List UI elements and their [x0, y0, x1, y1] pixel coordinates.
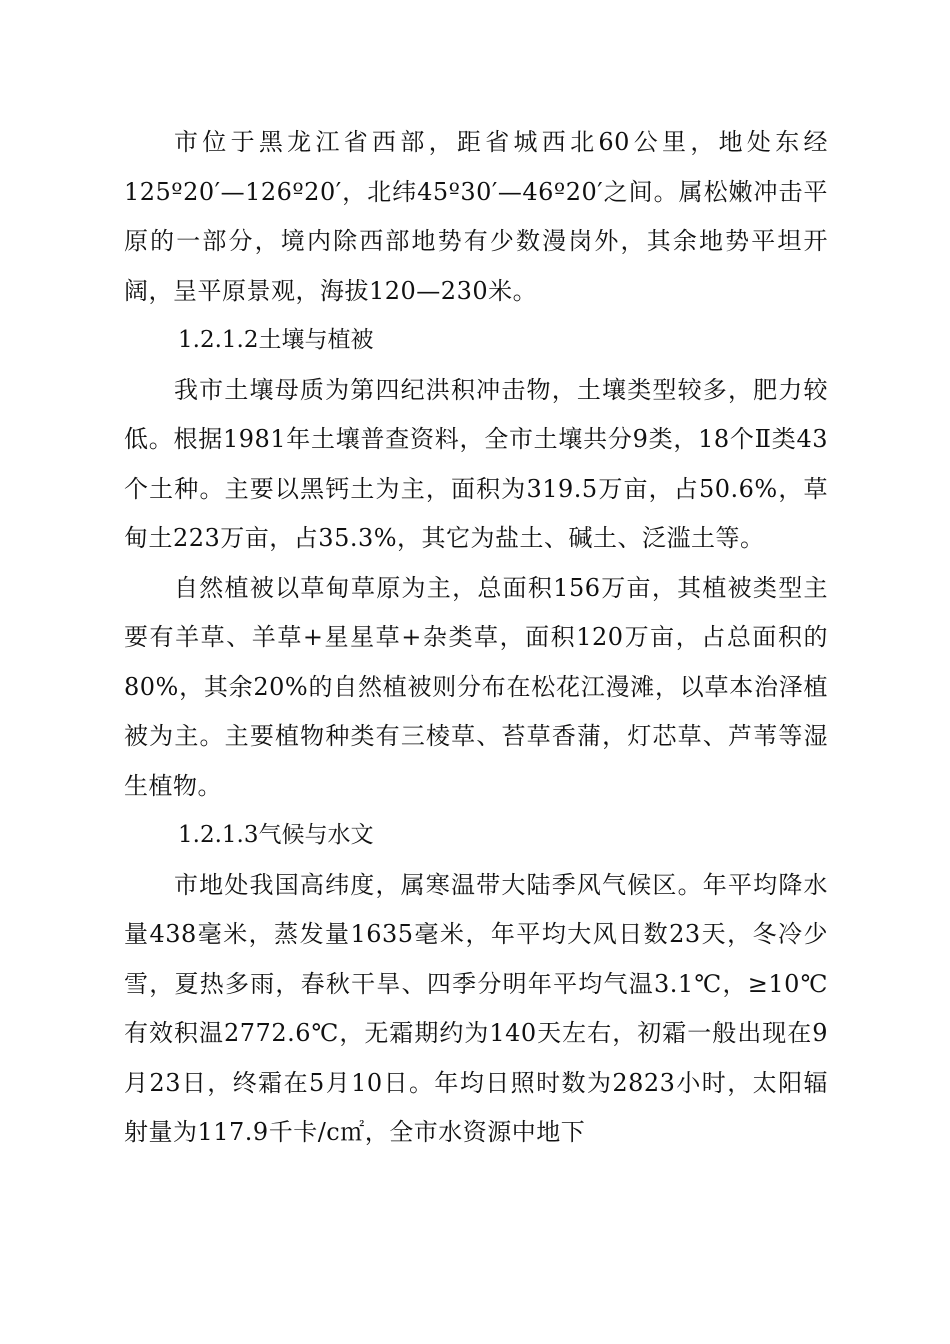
section-heading-soil-vegetation: 1.2.1.2土壤与植被 — [178, 327, 374, 353]
paragraph-vegetation: 自然植被以草甸草原为主，总面积156万亩，其植被类型主要有羊草、羊草+星星草+杂类草，面积120万亩，占总面积的80%，其余20%的自然植被则分布在松花江漫滩，以草本治泽植被为主。主要植物种类有三棱草、苔草香蒲，灯芯草、芦苇等湿生植物。 — [124, 573, 828, 800]
paragraph-soil: 我市土壤母质为第四纪洪积冲击物，土壤类型较多，肥力较低。根据1981年土壤普查资料，全市土壤共分9类，18个Ⅱ类43个土种。主要以黑钙土为主，面积为319.5万亩，占50.6%，草甸土223万亩，占35.3%，其它为盐土、碱土、泛滥土等。 — [124, 375, 828, 552]
paragraph-climate: 市地处我国高纬度，属寒温带大陆季风气候区。年平均降水量438毫米，蒸发量1635毫米，年平均大风日数23天，冬冷少雪，夏热多雨，春秋干旱、四季分明年平均气温3.1℃，≥10℃有效积温2772.6℃，无霜期约为140天左右，初霜一般出现在9月23日，终霜在5月10日。年均日照时数为2823小时，太阳辐射量为117.9千卡/c㎡，全市水资源中地下 — [124, 870, 828, 1146]
section-heading-climate-hydrology: 1.2.1.3气候与水文 — [178, 822, 374, 848]
document-body — [124, 118, 828, 1158]
paragraph-location: 市位于黑龙江省西部，距省城西北60公里，地处东经125º20′—126º20′，北纬45º30′—46º20′之间。属松嫩冲击平原的一部分，境内除西部地势有少数漫岗外，其余地势平坦开阔，呈平原景观，海拔120—230米。 — [124, 128, 828, 305]
